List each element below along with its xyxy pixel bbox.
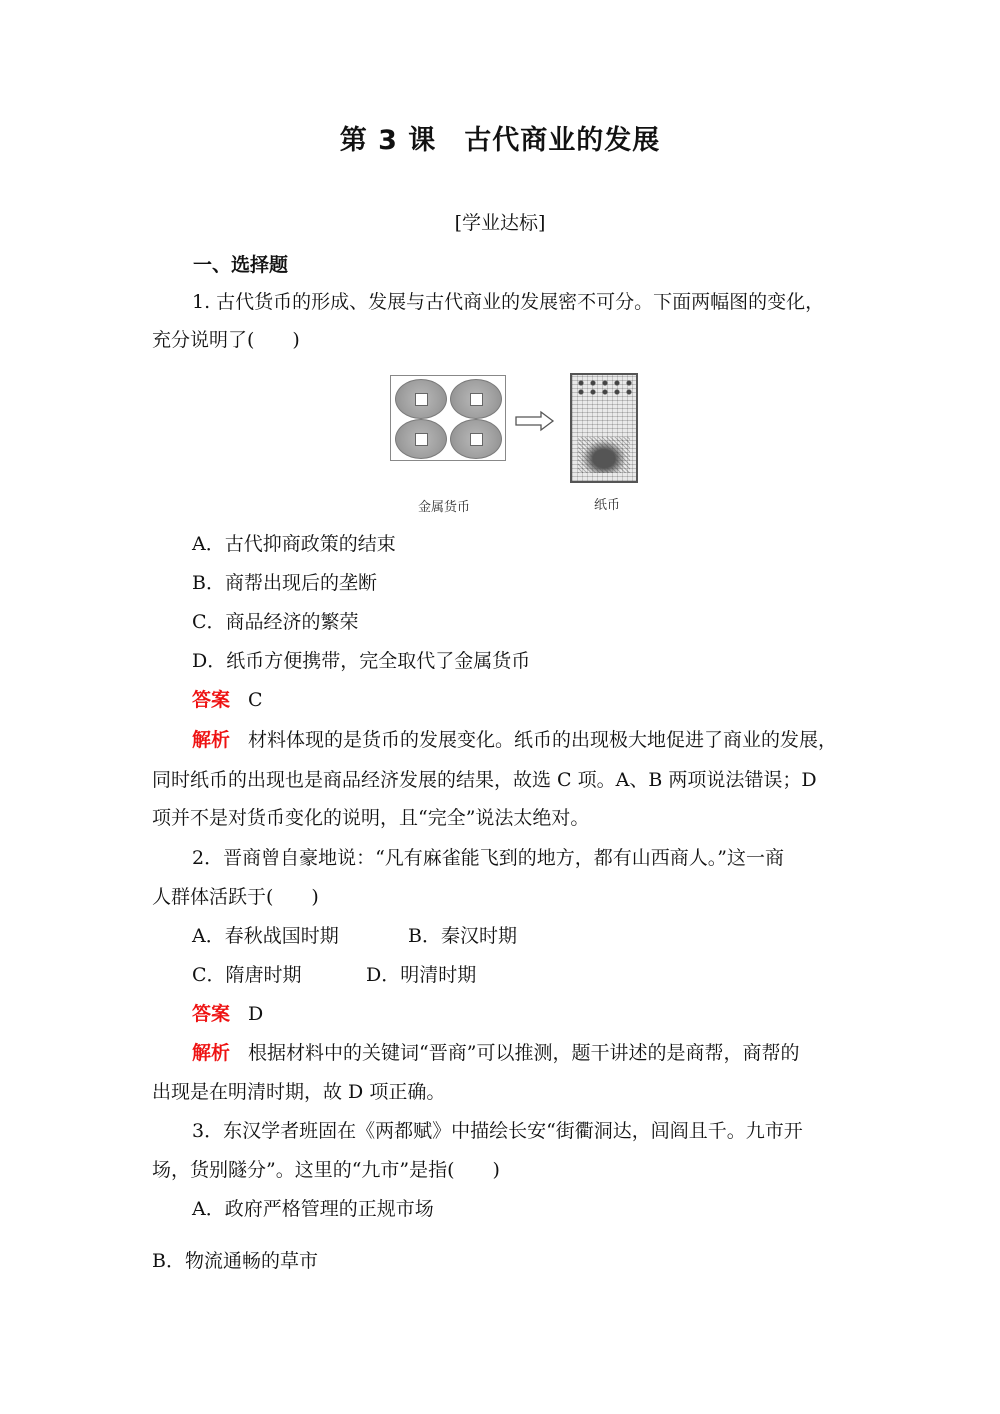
page-title [0, 118, 1000, 157]
answer-label: 答案 [192, 689, 231, 711]
q1-stem-line1: 1. 古代货币的形成、发展与古代商业的发展密不可分。下面两幅图的变化， [192, 291, 825, 313]
q1-option-c: C．商品经济的繁荣 [192, 611, 359, 633]
coin-icon [395, 419, 447, 459]
section-heading: 一、选择题 [193, 254, 289, 276]
q2-analysis-line2: 出现是在明清时期，故 D 项正确。 [152, 1081, 446, 1103]
q2-stem-line2: 人群体活跃于( ) [152, 886, 319, 908]
analysis-text: 根据材料中的关键词“晋商”可以推测，题干讲述的是商帮，商帮的 [248, 1042, 800, 1064]
answer-value: D [248, 1003, 264, 1025]
analysis-text: 材料体现的是货币的发展变化。纸币的出现极大地促进了商业的发展， [248, 729, 838, 751]
q2-answer [192, 1002, 263, 1026]
rosette-pattern [576, 378, 632, 396]
paper-money-image [570, 373, 638, 483]
section-subtitle: [学业达标] [454, 212, 546, 234]
q2-stem-line1: 2．晋商曾自豪地说：“凡有麻雀能飞到的地方，都有山西商人。”这一商 [192, 847, 785, 869]
q2-option-a: A．春秋战国时期 [192, 925, 339, 947]
q1-option-d: D．纸币方便携带，完全取代了金属货币 [192, 650, 531, 672]
q3-stem-line2: 场，货别隧分”。这里的“九市”是指( ) [152, 1159, 500, 1181]
q1-analysis-line2: 同时纸币的出现也是商品经济发展的结果，故选 C 项。A、B 两项说法错误；D [152, 769, 817, 791]
q1-option-b: B．商帮出现后的垄断 [192, 572, 377, 594]
coin-icon [395, 379, 447, 419]
paper-money-caption: 纸币 [594, 498, 621, 513]
metal-coins-caption: 金属货币 [418, 500, 471, 515]
analysis-label: 解析 [192, 729, 231, 751]
q2-option-d: D．明清时期 [366, 964, 477, 986]
q2-analysis-line1 [192, 1041, 799, 1065]
q1-stem-line2: 充分说明了( ) [152, 329, 300, 351]
engraved-scene [578, 437, 630, 473]
q1-analysis-line1 [192, 728, 837, 752]
lesson-name: 古代商业的发展 [464, 125, 661, 156]
analysis-label: 解析 [192, 1042, 231, 1064]
q2-option-c: C．隋唐时期 [192, 964, 302, 986]
coin-icon [450, 379, 502, 419]
q2-option-b: B．秦汉时期 [408, 925, 517, 947]
arrow-right-icon [515, 410, 555, 436]
answer-label: 答案 [192, 1003, 231, 1025]
q3-option-b: B．物流通畅的草市 [152, 1250, 318, 1272]
q3-option-a: A．政府严格管理的正规市场 [192, 1198, 434, 1220]
q3-stem-line1: 3．东汉学者班固在《两都赋》中描绘长安“街衢洞达，闾阎且千。九市开 [192, 1120, 803, 1142]
metal-coins-image [390, 375, 506, 461]
q1-analysis-line3: 项并不是对货币变化的说明，且“完全”说法太绝对。 [152, 807, 590, 829]
q1-answer [192, 688, 263, 712]
coin-icon [450, 419, 502, 459]
lesson-number: 第 3 课 [339, 125, 437, 156]
q1-option-a: A．古代抑商政策的结束 [192, 533, 396, 555]
answer-value: C [248, 689, 263, 711]
